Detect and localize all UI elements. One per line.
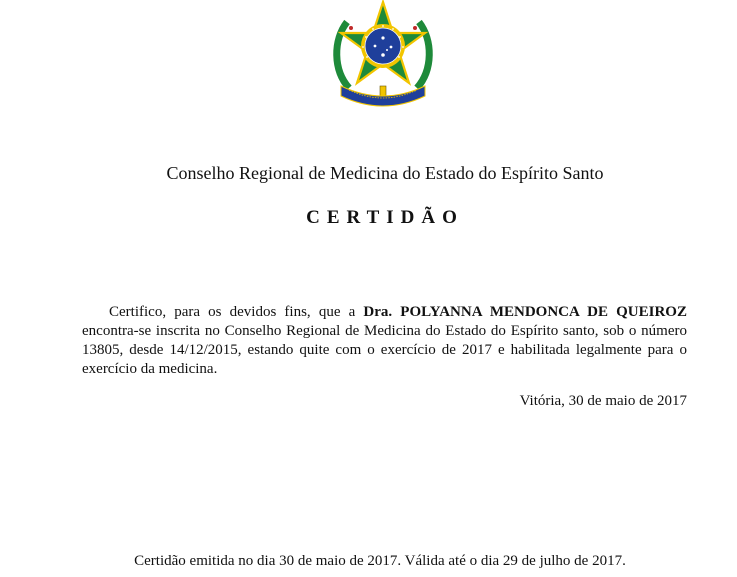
paragraph-intro: Certifico, para os devidos fins, que a [109,304,364,320]
brazil-coat-of-arms-icon [327,0,439,112]
doctor-name: Dra. POLYANNA MENDONCA DE QUEIROZ [363,304,687,320]
paragraph-rest: encontra-se inscrita no Conselho Regional de Medicina do Estado do Espírito santo, sob o número 13805, desde 14/12/2015, estando quite com o exercício de 2017 e habilitada legalmente para o exercício da medicina. [82,323,687,377]
certificate-paragraph [82,303,687,379]
organization-name: Conselho Regional de Medicina do Estado do Espírito Santo [166,163,604,183]
document-title: CERTIDÃO [306,207,464,228]
validity-footer: Certidão emitida no dia 30 de maio de 2017. Válida até o dia 29 de julho de 2017. [134,553,626,569]
place-date: Vitória, 30 de maio de 2017 [519,393,687,409]
